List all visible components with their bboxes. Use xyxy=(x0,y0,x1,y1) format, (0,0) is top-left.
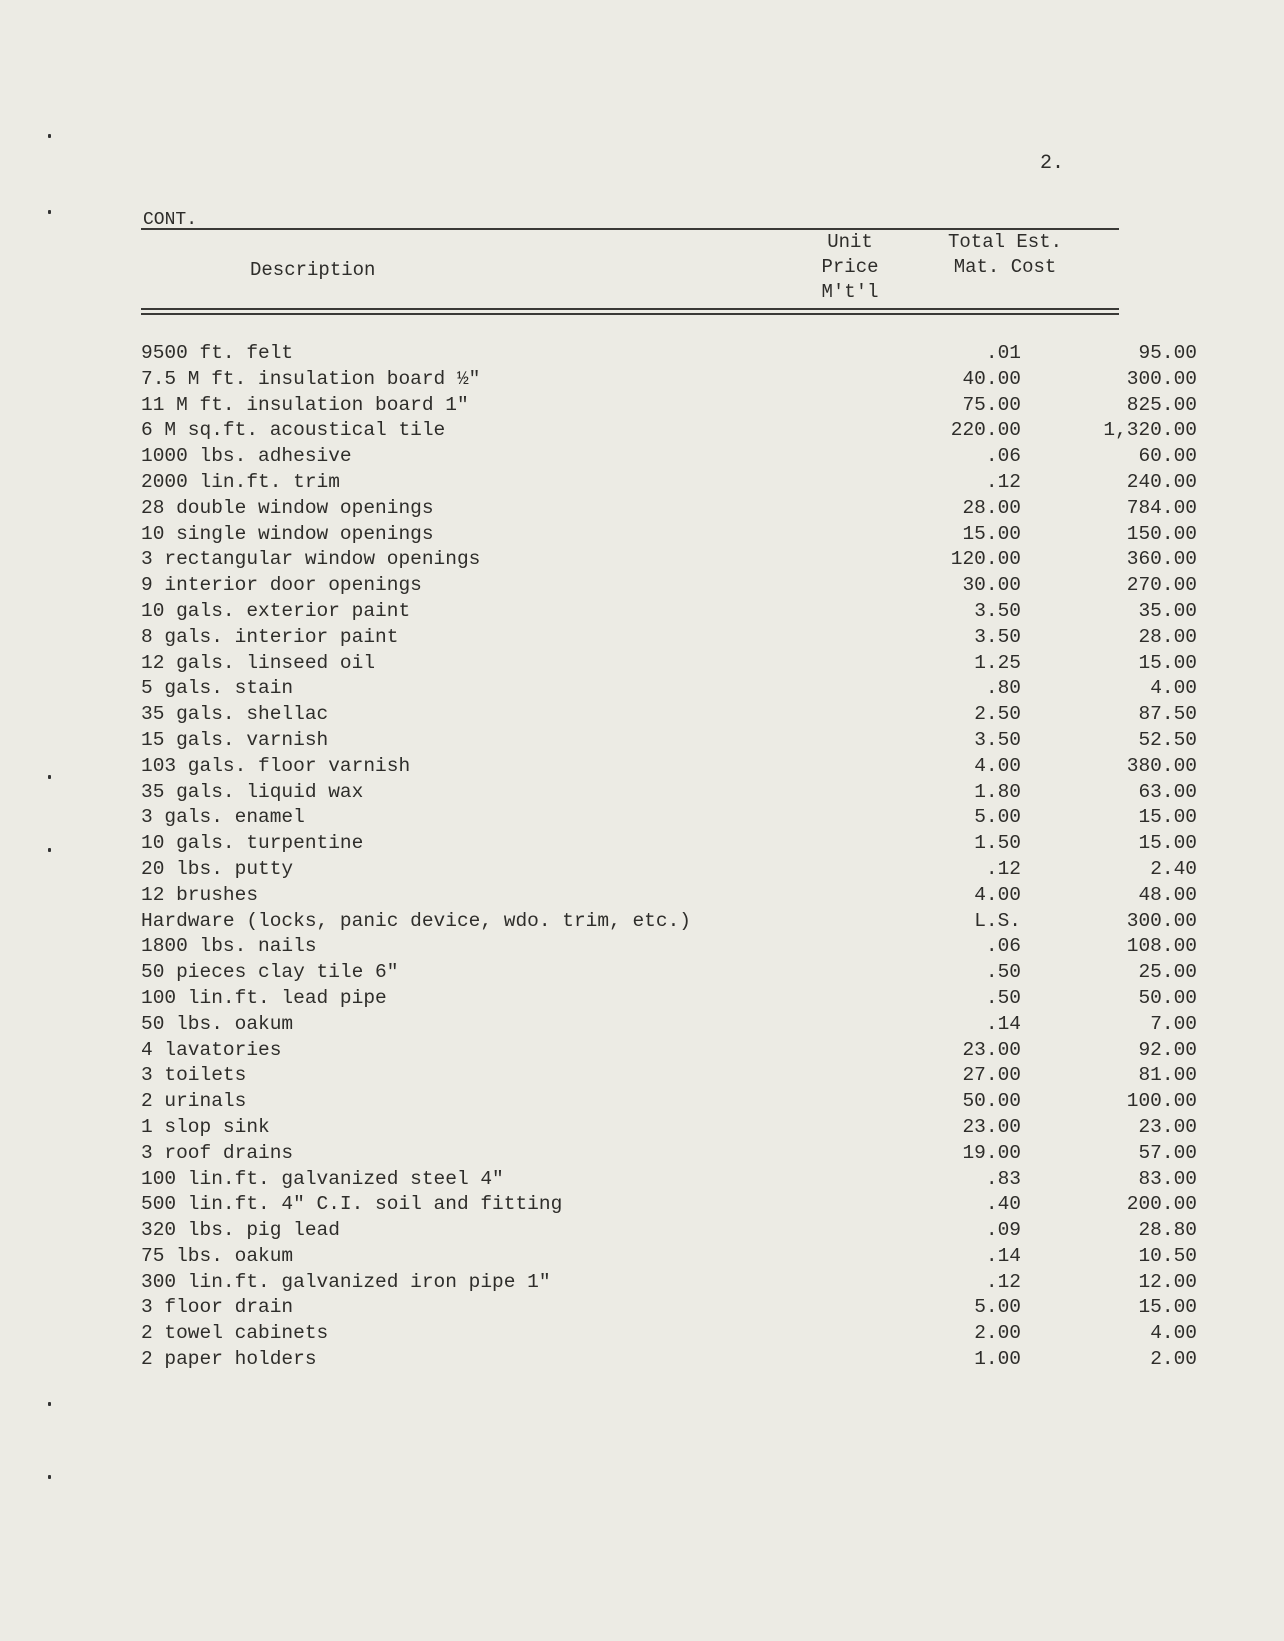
header-line: Price xyxy=(821,256,879,278)
row-unit-price: 4.00 xyxy=(974,754,1021,777)
table-row xyxy=(141,1270,1197,1297)
row-unit-price: 1.80 xyxy=(974,780,1021,803)
row-description: 3 floor drain xyxy=(141,1296,294,1319)
row-total-cost: 15.00 xyxy=(1138,1296,1197,1319)
row-total-cost: 57.00 xyxy=(1138,1141,1197,1164)
table-row xyxy=(141,342,1197,368)
row-unit-price: .06 xyxy=(985,935,1021,958)
table-row xyxy=(141,1038,1197,1065)
table-row xyxy=(141,651,1197,678)
table-row xyxy=(141,1193,1197,1219)
row-description: 10 gals. exterior paint xyxy=(141,599,411,622)
row-total-cost: 12.00 xyxy=(1138,1270,1197,1293)
row-description: 15 gals. varnish xyxy=(141,728,329,751)
row-total-cost: 50.00 xyxy=(1138,986,1197,1009)
row-total-cost: 360.00 xyxy=(1126,548,1197,571)
row-unit-price: 2.00 xyxy=(974,1322,1021,1345)
table-row xyxy=(141,1012,1197,1039)
row-unit-price: 40.00 xyxy=(962,367,1021,390)
table-row xyxy=(141,754,1197,781)
table-row xyxy=(141,909,1197,936)
row-total-cost: 95.00 xyxy=(1138,342,1197,364)
margin-mark xyxy=(48,1475,51,1479)
row-total-cost: 92.00 xyxy=(1138,1038,1197,1061)
continued-label: CONT. xyxy=(143,210,198,230)
table-row xyxy=(141,1296,1197,1322)
row-unit-price: 15.00 xyxy=(962,522,1021,545)
table-row xyxy=(141,1167,1197,1194)
row-total-cost: 2.00 xyxy=(1150,1348,1197,1371)
row-unit-price: .40 xyxy=(985,1193,1021,1216)
page-number: 2. xyxy=(1040,152,1065,175)
row-description: 50 lbs. oakum xyxy=(141,1012,294,1035)
row-unit-price: .09 xyxy=(985,1219,1021,1242)
row-unit-price: .50 xyxy=(985,961,1021,984)
row-description: 7.5 M ft. insulation board ½" xyxy=(141,367,481,390)
row-unit-price: .12 xyxy=(985,1270,1021,1293)
table-row xyxy=(141,1348,1197,1374)
table-row xyxy=(141,728,1197,755)
row-total-cost: 87.50 xyxy=(1138,703,1197,726)
row-total-cost: 83.00 xyxy=(1138,1167,1197,1190)
row-total-cost: 4.00 xyxy=(1150,1322,1197,1345)
row-total-cost: 15.00 xyxy=(1138,832,1197,855)
row-description: 1 slop sink xyxy=(141,1115,270,1138)
row-description: 1000 lbs. adhesive xyxy=(141,445,352,468)
row-total-cost: 784.00 xyxy=(1126,496,1197,519)
row-description: 2 towel cabinets xyxy=(141,1322,329,1345)
row-description: 1800 lbs. nails xyxy=(141,935,317,958)
table-row xyxy=(141,806,1197,832)
cost-table-body xyxy=(141,342,1197,1374)
row-description: 300 lin.ft. galvanized iron pipe 1" xyxy=(141,1270,551,1293)
table-row xyxy=(141,419,1197,445)
row-unit-price: 75.00 xyxy=(962,393,1021,416)
table-row xyxy=(141,986,1197,1013)
row-unit-price: 3.50 xyxy=(974,728,1021,751)
row-total-cost: 7.00 xyxy=(1150,1012,1197,1035)
row-description: 10 gals. turpentine xyxy=(141,832,364,855)
row-total-cost: 60.00 xyxy=(1138,445,1197,468)
row-unit-price: 3.50 xyxy=(974,599,1021,622)
row-description: 75 lbs. oakum xyxy=(141,1244,294,1267)
column-header-total-cost xyxy=(925,230,1085,280)
row-total-cost: 300.00 xyxy=(1126,909,1197,932)
column-header-unit-price xyxy=(800,230,900,305)
row-description: 12 gals. linseed oil xyxy=(141,651,376,674)
table-row xyxy=(141,574,1197,600)
row-unit-price: 19.00 xyxy=(962,1141,1021,1164)
table-row xyxy=(141,832,1197,858)
table-row xyxy=(141,780,1197,807)
row-description: 3 toilets xyxy=(141,1064,247,1087)
row-description: 2 urinals xyxy=(141,1090,247,1113)
table-row xyxy=(141,1090,1197,1116)
row-description: 10 single window openings xyxy=(141,522,434,545)
row-total-cost: 63.00 xyxy=(1138,780,1197,803)
row-unit-price: 5.00 xyxy=(974,806,1021,829)
row-unit-price: 27.00 xyxy=(962,1064,1021,1087)
row-unit-price: .12 xyxy=(985,857,1021,880)
table-row xyxy=(141,496,1197,523)
margin-mark xyxy=(48,775,51,779)
row-description: 28 double window openings xyxy=(141,496,434,519)
table-row xyxy=(141,1244,1197,1271)
row-total-cost: 108.00 xyxy=(1126,935,1197,958)
table-row xyxy=(141,703,1197,729)
row-total-cost: 25.00 xyxy=(1138,961,1197,984)
row-unit-price: .01 xyxy=(985,342,1021,364)
row-unit-price: .83 xyxy=(985,1167,1021,1190)
row-description: 5 gals. stain xyxy=(141,677,294,700)
row-description: 12 brushes xyxy=(141,883,259,906)
row-total-cost: 28.00 xyxy=(1138,625,1197,648)
table-row xyxy=(141,1064,1197,1090)
row-unit-price: 5.00 xyxy=(974,1296,1021,1319)
margin-mark xyxy=(48,848,51,852)
row-description: 100 lin.ft. lead pipe xyxy=(141,986,387,1009)
table-row xyxy=(141,961,1197,987)
row-unit-price: .12 xyxy=(985,470,1021,493)
row-unit-price: 1.25 xyxy=(974,651,1021,674)
row-total-cost: 35.00 xyxy=(1138,599,1197,622)
row-total-cost: 1,320.00 xyxy=(1103,419,1197,442)
row-description: 4 lavatories xyxy=(141,1038,282,1061)
row-description: 100 lin.ft. galvanized steel 4" xyxy=(141,1167,504,1190)
row-total-cost: 825.00 xyxy=(1126,393,1197,416)
row-total-cost: 15.00 xyxy=(1138,651,1197,674)
row-total-cost: 28.80 xyxy=(1138,1219,1197,1242)
header-line: M't'l xyxy=(821,281,879,303)
row-total-cost: 380.00 xyxy=(1126,754,1197,777)
row-description: 9500 ft. felt xyxy=(141,342,294,364)
table-row xyxy=(141,935,1197,961)
row-total-cost: 2.40 xyxy=(1150,857,1197,880)
row-description: 35 gals. shellac xyxy=(141,703,329,726)
table-row xyxy=(141,677,1197,703)
row-description: 3 gals. enamel xyxy=(141,806,305,829)
row-total-cost: 81.00 xyxy=(1138,1064,1197,1087)
row-description: 35 gals. liquid wax xyxy=(141,780,364,803)
row-description: 11 M ft. insulation board 1" xyxy=(141,393,469,416)
row-unit-price: L.S. xyxy=(974,909,1021,932)
header-line: Total Est. xyxy=(947,231,1063,253)
row-description: 6 M sq.ft. acoustical tile xyxy=(141,419,446,442)
table-row xyxy=(141,548,1197,574)
table-row xyxy=(141,599,1197,626)
table-row xyxy=(141,857,1197,884)
row-unit-price: 120.00 xyxy=(950,548,1021,571)
row-description: 103 gals. floor varnish xyxy=(141,754,411,777)
table-row xyxy=(141,1141,1197,1168)
header-line: Unit xyxy=(827,231,873,253)
row-unit-price: 1.00 xyxy=(974,1348,1021,1371)
row-description: 3 rectangular window openings xyxy=(141,548,481,571)
row-unit-price: .14 xyxy=(985,1012,1021,1035)
row-total-cost: 200.00 xyxy=(1126,1193,1197,1216)
row-unit-price: 2.50 xyxy=(974,703,1021,726)
row-total-cost: 52.50 xyxy=(1138,728,1197,751)
row-total-cost: 300.00 xyxy=(1126,367,1197,390)
row-total-cost: 100.00 xyxy=(1126,1090,1197,1113)
row-unit-price: .80 xyxy=(985,677,1021,700)
row-description: 9 interior door openings xyxy=(141,574,422,597)
row-unit-price: 1.50 xyxy=(974,832,1021,855)
row-description: 20 lbs. putty xyxy=(141,857,294,880)
column-header-description: Description xyxy=(250,259,376,281)
margin-mark xyxy=(48,210,51,214)
header-line: Mat. Cost xyxy=(953,256,1057,278)
row-description: 2 paper holders xyxy=(141,1348,317,1371)
row-description: 50 pieces clay tile 6" xyxy=(141,961,399,984)
row-description: 3 roof drains xyxy=(141,1141,294,1164)
row-description: 8 gals. interior paint xyxy=(141,625,399,648)
margin-mark xyxy=(48,134,51,138)
row-description: 2000 lin.ft. trim xyxy=(141,470,340,493)
header-double-rule xyxy=(141,308,1119,315)
row-unit-price: 3.50 xyxy=(974,625,1021,648)
table-row xyxy=(141,470,1197,497)
row-unit-price: .14 xyxy=(985,1244,1021,1267)
table-row xyxy=(141,883,1197,910)
row-description: 320 lbs. pig lead xyxy=(141,1219,340,1242)
row-unit-price: 23.00 xyxy=(962,1115,1021,1138)
table-row xyxy=(141,393,1197,420)
row-total-cost: 10.50 xyxy=(1138,1244,1197,1267)
row-unit-price: 220.00 xyxy=(950,419,1021,442)
row-unit-price: 23.00 xyxy=(962,1038,1021,1061)
row-unit-price: 30.00 xyxy=(962,574,1021,597)
row-unit-price: 4.00 xyxy=(974,883,1021,906)
table-row xyxy=(141,445,1197,471)
row-unit-price: .50 xyxy=(985,986,1021,1009)
table-row xyxy=(141,1219,1197,1245)
row-unit-price: 50.00 xyxy=(962,1090,1021,1113)
row-total-cost: 15.00 xyxy=(1138,806,1197,829)
row-total-cost: 240.00 xyxy=(1126,470,1197,493)
row-total-cost: 48.00 xyxy=(1138,883,1197,906)
margin-mark xyxy=(48,1402,51,1406)
table-row xyxy=(141,625,1197,652)
row-description: 500 lin.ft. 4" C.I. soil and fitting xyxy=(141,1193,563,1216)
row-unit-price: .06 xyxy=(985,445,1021,468)
row-unit-price: 28.00 xyxy=(962,496,1021,519)
row-total-cost: 4.00 xyxy=(1150,677,1197,700)
table-row xyxy=(141,1322,1197,1348)
row-total-cost: 270.00 xyxy=(1126,574,1197,597)
row-total-cost: 150.00 xyxy=(1126,522,1197,545)
table-row xyxy=(141,1115,1197,1142)
row-total-cost: 23.00 xyxy=(1138,1115,1197,1138)
table-row xyxy=(141,522,1197,549)
table-row xyxy=(141,367,1197,394)
row-description: Hardware (locks, panic device, wdo. trim, etc.) xyxy=(141,909,691,932)
